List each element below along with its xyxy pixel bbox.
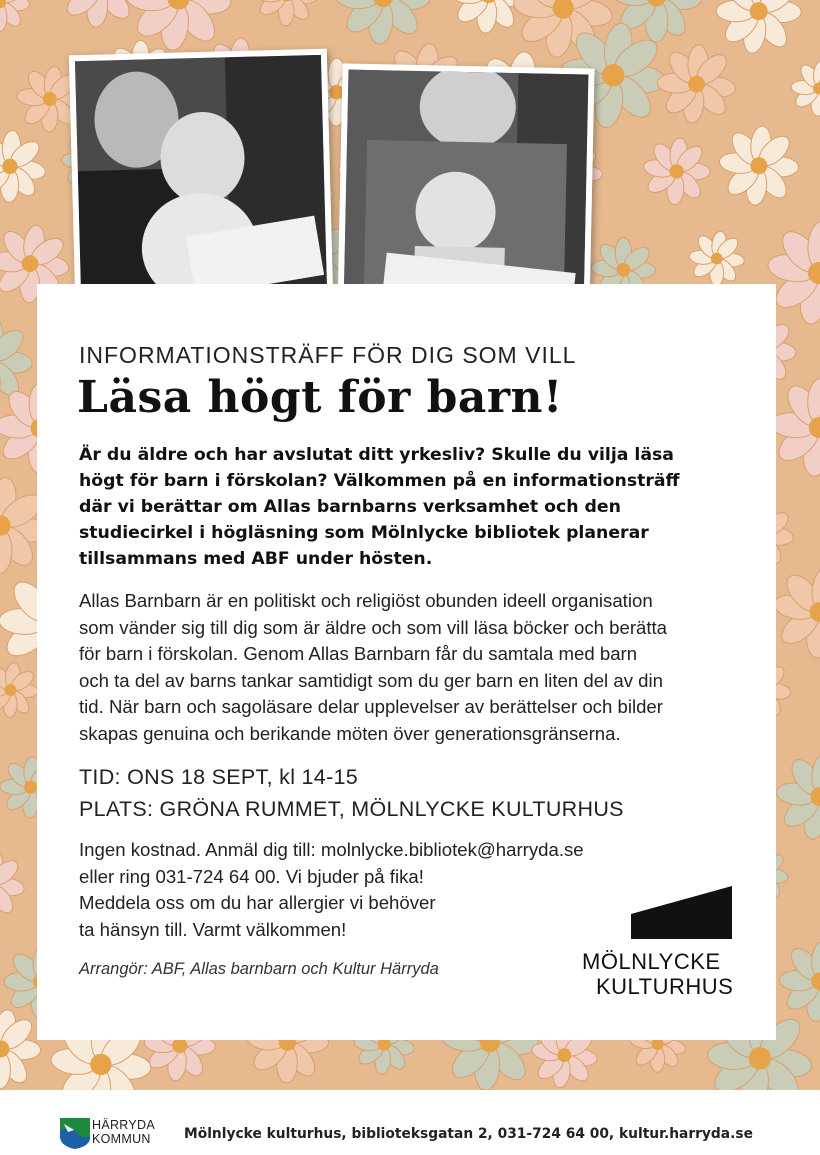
flower-center	[750, 157, 767, 174]
flower	[779, 940, 820, 1023]
intro-line: tillsammans med ABF under hösten.	[79, 549, 433, 569]
flower-center	[90, 1054, 111, 1075]
flower	[689, 230, 745, 286]
flower	[59, 0, 141, 28]
flower	[657, 44, 737, 124]
contact-line: Meddela oss om du har allergier vi behöver	[79, 892, 436, 913]
photo-grandfather-reading	[69, 49, 333, 304]
event-time: TID: ONS 18 SEPT, kl 14-15	[79, 765, 359, 789]
info-card	[37, 284, 776, 1040]
contact-paragraph	[79, 837, 669, 943]
flower	[0, 1008, 41, 1089]
flower-center	[557, 1048, 571, 1062]
body-line: tid. När barn och sagoläsare delar upplevelser av berättelser och bilder	[79, 696, 663, 717]
contact-line: Ingen kostnad. Anmäl dig till: molnlycke.bibliotek@harryda.se	[79, 839, 584, 860]
flower-center	[750, 2, 768, 20]
intro-line: där vi berättar om Allas barnbarns verksamhet och den	[79, 497, 621, 517]
flower-center	[688, 76, 705, 93]
event-headline: Läsa högt för barn!	[77, 372, 563, 423]
flower-center	[24, 781, 37, 794]
flower	[775, 752, 820, 841]
photo-grandfather-image	[75, 55, 327, 297]
flower-center	[22, 255, 39, 272]
footer-address: Mölnlycke kulturhus, biblioteksgatan 2, 031-724 64 00, kultur.harryda.se	[184, 1126, 753, 1142]
intro-line: studiecirkel i högläsning som Mölnlycke bibliotek planerar	[79, 523, 649, 543]
event-kicker: INFORMATIONSTRÄFF FÖR DIG SOM VILL	[79, 342, 577, 368]
body-line: som vänder sig till dig som är äldre och som vill läsa böcker och berätta	[79, 616, 668, 638]
intro-line: Är du äldre och har avslutat ditt yrkesliv? Skulle du vilja läsa	[79, 445, 674, 465]
flower-center	[43, 92, 57, 106]
flower	[0, 850, 25, 919]
body-line: och ta del av barns tankar samtidigt som du ger barn en liten del av din	[79, 669, 663, 691]
flower-center	[2, 159, 17, 174]
photo-grandmother-reading	[337, 63, 594, 318]
flower	[0, 318, 33, 403]
municipality-logo-line1: HÄRRYDA	[92, 1118, 155, 1132]
flower-center	[617, 263, 631, 277]
intro-paragraph	[79, 442, 739, 572]
body-line: skapas genuina och berikande möten över generationsgränserna.	[79, 722, 621, 744]
flower	[642, 137, 710, 205]
venue-logo-line2: KULTURHUS	[596, 974, 734, 999]
contact-line: ta hänsyn till. Varmt välkommen!	[79, 918, 347, 940]
harryda-shield-icon	[58, 1116, 92, 1150]
flower	[255, 0, 318, 26]
flower-center	[749, 1047, 771, 1069]
flower-center	[5, 684, 17, 696]
body-line: för barn i förskolan. Genom Allas Barnbarn får du samtala med barn	[79, 643, 638, 664]
flower	[769, 378, 820, 477]
venue-logo-line1: MÖLNLYCKE	[582, 949, 721, 974]
flower	[716, 0, 801, 55]
flower-center	[602, 64, 625, 87]
organizer-credit: Arrangör: ABF, Allas barnbarn och Kultur Härryda	[79, 960, 439, 978]
flower	[0, 0, 30, 32]
flower	[791, 60, 820, 116]
flower	[772, 565, 820, 659]
event-place: PLATS: GRÖNA RUMMET, MÖLNLYCKE KULTURHUS	[79, 797, 624, 821]
flower	[336, 0, 431, 45]
flower-center	[670, 164, 684, 178]
photo-grandmother-image	[344, 70, 589, 313]
body-paragraph	[79, 588, 739, 747]
flower-center	[172, 1038, 187, 1053]
body-line: Allas Barnbarn är en politiskt och religiöst obunden ideell organisation	[79, 590, 653, 611]
municipality-logo-line2: KOMMUN	[92, 1132, 151, 1146]
contact-line: eller ring 031-724 64 00. Vi bjuder på fika!	[79, 865, 424, 887]
flower	[0, 662, 38, 718]
flower	[0, 130, 47, 203]
flower-center	[711, 253, 723, 265]
flower	[718, 125, 799, 206]
footer	[0, 1090, 820, 1155]
intro-line: högt för barn i förskolan? Välkommen på en informationsträff	[79, 471, 680, 491]
